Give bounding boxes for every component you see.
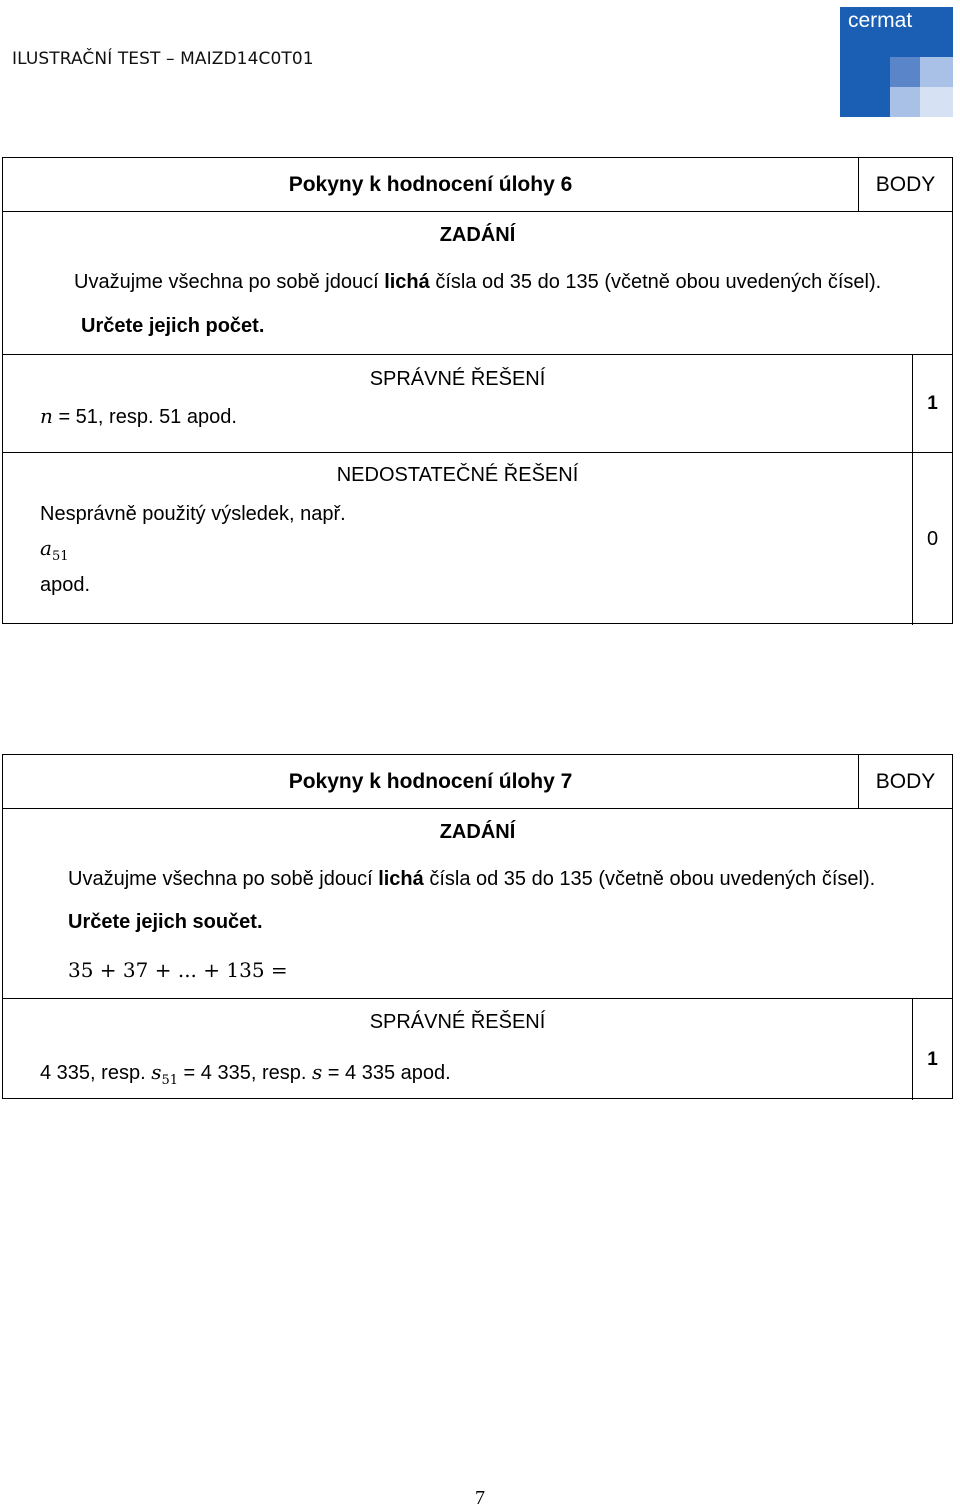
assignment-emphasis: lichá — [378, 868, 424, 890]
task6-grading-box — [2, 157, 953, 624]
task7-title: Pokyny k hodnocení úlohy 7 — [288, 770, 573, 793]
page-number: 7 — [475, 1487, 485, 1509]
task7-assignment-heading: ZADÁNÍ — [439, 821, 516, 843]
cermat-logo — [840, 7, 953, 117]
subscript-51: 51 — [51, 549, 69, 564]
task6-insufficient-heading: NEDOSTATEČNÉ ŘEŠENÍ — [336, 464, 579, 486]
task6-assignment-heading: ZADÁNÍ — [439, 224, 516, 246]
task6-title: Pokyny k hodnocení úlohy 6 — [288, 173, 573, 196]
task7-expression: 35 + 37 + ... + 135 = — [68, 958, 288, 982]
variable-s: s — [311, 1060, 323, 1084]
task6-question: Určete jejich počet. — [81, 315, 265, 337]
correct-answer-part3: = 4 335 apod. — [322, 1062, 451, 1084]
assignment-emphasis: lichá — [384, 271, 430, 293]
task7-correct-heading: SPRÁVNÉ ŘEŠENÍ — [369, 1011, 546, 1033]
task6-insufficient-line3: apod. — [40, 574, 91, 596]
task6-insufficient-example — [40, 536, 69, 564]
task6-assignment-text — [74, 271, 881, 294]
task7-question: Určete jejich součet. — [68, 911, 263, 933]
variable-n: n — [40, 404, 53, 428]
variable-s: s — [151, 1060, 162, 1084]
task7-grading-box — [2, 754, 953, 1099]
task6-correct-answer — [40, 404, 237, 429]
task6-insufficient-points: 0 — [926, 528, 939, 550]
correct-answer-part2: = 4 335, resp. — [178, 1062, 312, 1084]
assignment-text-end: čísla od 35 do 135 (včetně obou uvedených čísel). — [429, 271, 882, 293]
assignment-text-start: Uvažujme všechna po sobě jdoucí — [74, 271, 385, 293]
task6-correct-heading: SPRÁVNÉ ŘEŠENÍ — [369, 368, 546, 390]
task6-correct-points: 1 — [927, 393, 938, 414]
assignment-text-end: čísla od 35 do 135 (včetně obou uvedených čísel). — [423, 868, 876, 890]
task6-insufficient-line1: Nesprávně použitý výsledek, např. — [40, 503, 346, 525]
task7-points-header: BODY — [875, 770, 936, 793]
variable-a: a — [40, 536, 52, 560]
correct-answer-part1: 4 335, resp. — [40, 1062, 152, 1084]
subscript-51: 51 — [161, 1073, 178, 1088]
task6-points-header: BODY — [875, 173, 936, 196]
svg-text:cermat: cermat — [848, 9, 913, 32]
task7-correct-answer — [40, 1060, 451, 1088]
task7-correct-points: 1 — [927, 1049, 938, 1070]
task7-assignment-text — [68, 868, 875, 891]
document-header-title: ILUSTRAČNÍ TEST – MAIZD14C0T01 — [12, 49, 314, 69]
assignment-text-start: Uvažujme všechna po sobě jdoucí — [68, 868, 379, 890]
correct-answer-text: = 51, resp. 51 apod. — [52, 406, 237, 428]
